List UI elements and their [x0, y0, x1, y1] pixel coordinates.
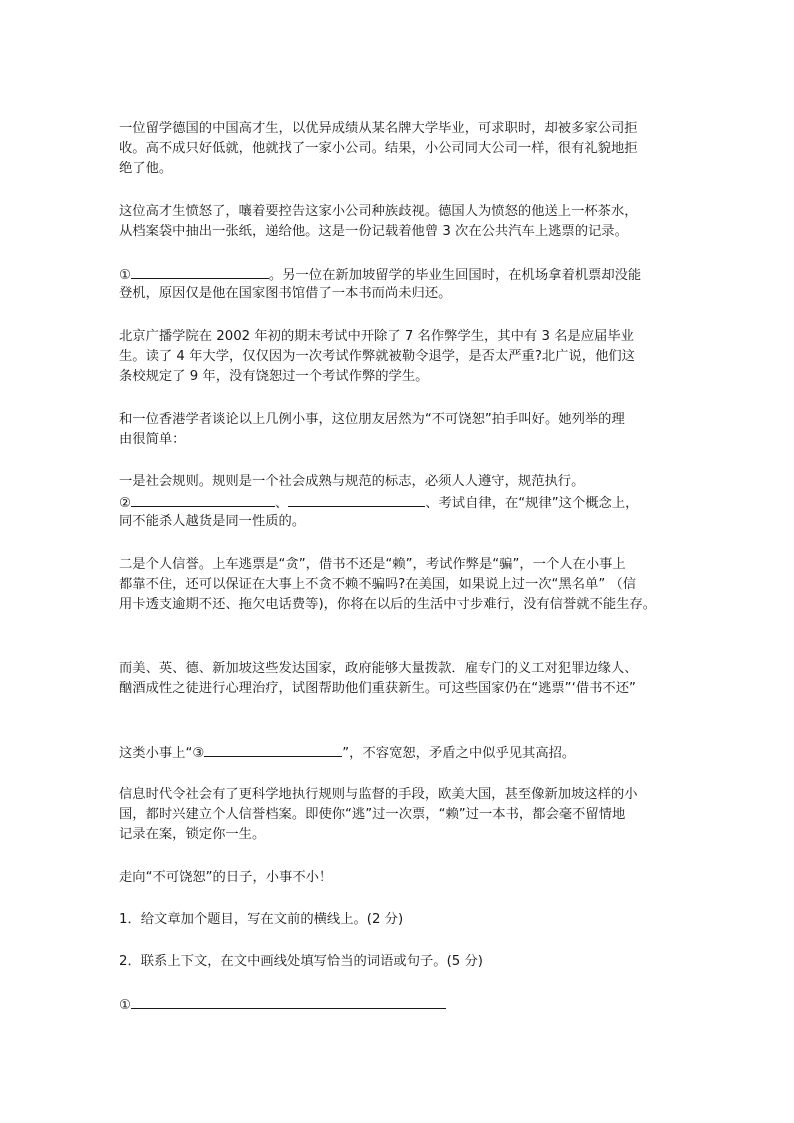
paragraph-4-line-1: 北京广播学院在 2002 年初的期末考试中开除了 7 名作弊学生，其中有 3 名是应届毕业	[119, 329, 634, 344]
paragraph-7-line-3: 用卡透支逾期不还、拖欠电话费等)，你将在以后的生活中寸步难行，没有信誉就不能生存。	[119, 597, 657, 612]
question-2: 2．联系上下文，在文中画线处填写恰当的词语或句子。(5 分)	[119, 954, 483, 969]
paragraph-11-line-1: 走向“不可饶恕”的日子，小事不小！	[119, 870, 333, 885]
paragraph-7-line-1: 二是个人信誉。上车逃票是“贪”，借书不还是“赖”，考试作弊是“骗”，一个人在小事上	[119, 557, 626, 572]
paragraph-5-line-1: 和一位香港学者谈论以上几例小事，这位朋友居然为“不可饶恕”拍手叫好。她列举的理	[119, 412, 625, 427]
paragraph-9-line-1	[119, 743, 575, 763]
fill-blank-1[interactable]	[131, 265, 269, 279]
paragraph-9-line-1-pre: 这类小事上“③	[119, 746, 205, 761]
answer-blank-1[interactable]	[131, 995, 446, 1009]
paragraph-1-line-1: 一位留学德国的中国高才生，以优异成绩从某名牌大学毕业，可求职时，却被多家公司拒	[119, 121, 638, 136]
paragraph-1-line-2: 收。高不成只好低就，他就找了一家小公司。结果，小公司同大公司一样，很有礼貌地拒	[119, 141, 638, 156]
paragraph-4-line-3: 条校规定了 9 年，没有饶恕过一个考试作弊的学生。	[119, 369, 429, 384]
paragraph-2-line-1: 这位高才生愤怒了，嚷着要控告这家小公司种族歧视。德国人为愤怒的他送上一杯茶水，	[119, 204, 638, 219]
blank-marker-2: ②	[119, 496, 131, 511]
paragraph-5-line-2: 由很简单：	[119, 432, 186, 447]
answer-marker-1: ①	[119, 998, 131, 1013]
question-1: 1．给文章加个题目，写在文前的横线上。(2 分)	[119, 912, 404, 927]
paragraph-2-line-2: 从档案袋中抽出一张纸，递给他。这是一份记载着他曾 3 次在公共汽车上逃票的记录。	[119, 224, 628, 239]
blank-marker-1: ①	[119, 268, 131, 283]
paragraph-10-line-3: 记录在案，锁定你一生。	[119, 827, 266, 842]
paragraph-3-line-1	[119, 265, 641, 285]
paragraph-6-line-1: 一是社会规则。规则是一个社会成熟与规范的标志，必须人人遵守，规范执行。	[119, 474, 585, 489]
paragraph-8-line-1: 而美、英、德、新加坡这些发达国家，政府能够大量拨款．雇专门的义工对犯罪边缘人、	[119, 661, 638, 676]
paragraph-10-line-2: 国，都时兴建立个人信誉档案。即使你“逃”过一次票，“赖”过一本书，都会毫不留情地	[119, 807, 626, 822]
paragraph-3-line-1-text: 。另一位在新加坡留学的毕业生回国时，在机场拿着机票却没能	[268, 268, 642, 283]
paragraph-6-line-3: 同不能杀人越货是同一性质的。	[119, 514, 306, 529]
paragraph-6-line-2-text: 、考试自律，在“规律”这个概念上，	[425, 496, 639, 511]
answer-line-1	[119, 995, 446, 1015]
fill-blank-2a[interactable]	[131, 493, 275, 507]
paragraph-8-line-2: 酗酒成性之徒进行心理治疗，试图帮助他们重获新生。可这些国家仍在“逃票”‘借书不还”	[119, 681, 636, 696]
paragraph-10-line-1: 信息时代令社会有了更科学地执行规则与监督的手段，欧美大国，甚至像新加坡这样的小	[119, 787, 638, 802]
separator: 、	[274, 496, 289, 511]
paragraph-1-line-3: 绝了他。	[119, 161, 173, 176]
paragraph-3-line-2: 登机，原因仅是他在国家图书馆借了一本书而尚未归还。	[119, 286, 452, 301]
paragraph-7-line-2: 都靠不住，还可以保证在大事上不贪不赖不骗吗?在美国，如果说上过一次“黑名单” （信	[119, 577, 637, 592]
paragraph-9-line-1-post: ”，不容宽恕，矛盾之中似乎见其高招。	[342, 746, 576, 761]
paragraph-6-line-2	[119, 493, 638, 513]
fill-blank-3[interactable]	[204, 743, 342, 757]
paragraph-4-line-2: 生。读了 4 年大学，仅仅因为一次考试作弊就被勒令退学，是否太严重?北广说，他们这	[119, 349, 635, 364]
fill-blank-2b[interactable]	[288, 493, 425, 507]
